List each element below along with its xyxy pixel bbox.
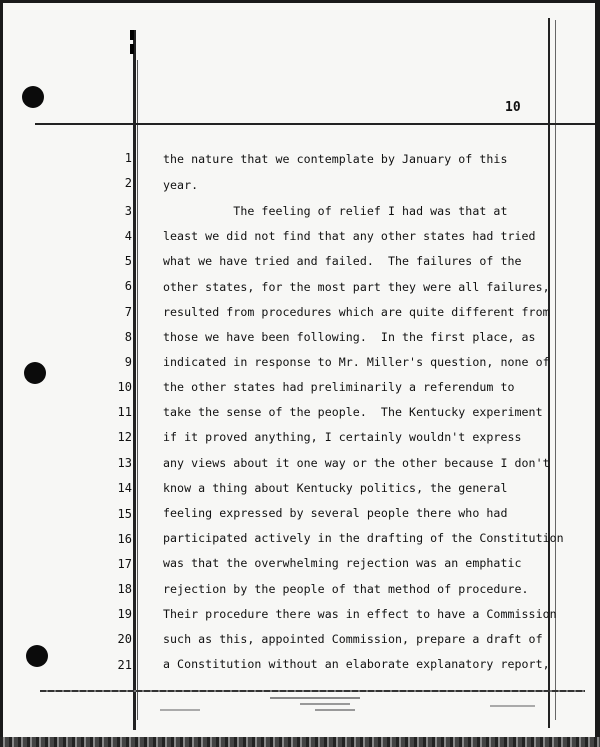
margin-tick — [130, 30, 134, 40]
line-number: 2 — [124, 176, 132, 190]
line-number: 1 — [124, 151, 132, 165]
scan-edge-bottom — [0, 737, 600, 747]
line-number: 21 — [117, 658, 132, 672]
binder-hole-middle — [24, 362, 46, 384]
line-number: 5 — [124, 254, 132, 268]
line-number: 17 — [117, 557, 132, 571]
line-number: 15 — [117, 507, 132, 521]
line-number: 3 — [124, 204, 132, 218]
transcript-line: if it proved anything, I certainly wouldn't express — [163, 430, 522, 444]
line-number: 13 — [117, 456, 132, 470]
line-number: 8 — [124, 330, 132, 344]
scan-edge-left — [0, 0, 3, 747]
line-number: 9 — [124, 355, 132, 369]
transcript-line: least we did not find that any other states had tried — [163, 229, 536, 243]
transcript-line: year. — [163, 178, 199, 192]
illegible-footer-marks — [140, 695, 590, 725]
line-number: 6 — [124, 279, 132, 293]
transcript-line: those we have been following. In the first place, as — [163, 330, 536, 344]
transcript-line: the other states had preliminarily a referendum to — [163, 380, 515, 394]
transcript-line: The feeling of relief I had was that at — [163, 204, 508, 218]
line-number: 10 — [117, 380, 132, 394]
transcript-line: resulted from procedures which are quite different from — [163, 305, 550, 319]
transcript-line: such as this, appointed Commission, prepare a draft of — [163, 632, 543, 646]
transcript-line: any views about it one way or the other because I don't — [163, 456, 550, 470]
transcript-line: indicated in response to Mr. Miller's question, none of — [163, 355, 550, 369]
line-number: 16 — [117, 532, 132, 546]
page-number: 10 — [505, 100, 521, 115]
transcript-line: feeling expressed by several people there who had — [163, 506, 508, 520]
transcript-line: the nature that we contemplate by January of this — [163, 152, 508, 166]
line-number: 20 — [117, 632, 132, 646]
transcript-line: what we have tried and failed. The failures of the — [163, 254, 522, 268]
transcript-line: take the sense of the people. The Kentucky experiment — [163, 405, 543, 419]
transcript-line: a Constitution without an elaborate explanatory report, — [163, 657, 550, 671]
line-number: 11 — [117, 405, 132, 419]
line-number: 19 — [117, 607, 132, 621]
margin-tick — [130, 44, 134, 54]
transcript-line: participated actively in the drafting of the Constitution — [163, 531, 564, 545]
transcript-line: know a thing about Kentucky politics, the general — [163, 481, 508, 495]
transcript-line: was that the overwhelming rejection was an emphatic — [163, 556, 522, 570]
line-number: 4 — [124, 229, 132, 243]
line-number: 18 — [117, 582, 132, 596]
line-number: 14 — [117, 481, 132, 495]
line-number: 12 — [117, 430, 132, 444]
line-number: 7 — [124, 305, 132, 319]
scan-edge-top — [0, 0, 600, 3]
header-rule — [35, 123, 595, 125]
scan-edge-right — [595, 0, 600, 747]
transcript-line: Their procedure there was in effect to have a Commission — [163, 607, 557, 621]
left-margin-rule — [133, 30, 136, 730]
footer-rule — [40, 690, 585, 692]
binder-hole-bottom — [26, 645, 48, 667]
transcript-line: other states, for the most part they were all failures, — [163, 280, 550, 294]
binder-hole-top — [22, 86, 44, 108]
left-margin-rule-inner — [137, 60, 138, 720]
transcript-line: rejection by the people of that method of procedure. — [163, 582, 529, 596]
